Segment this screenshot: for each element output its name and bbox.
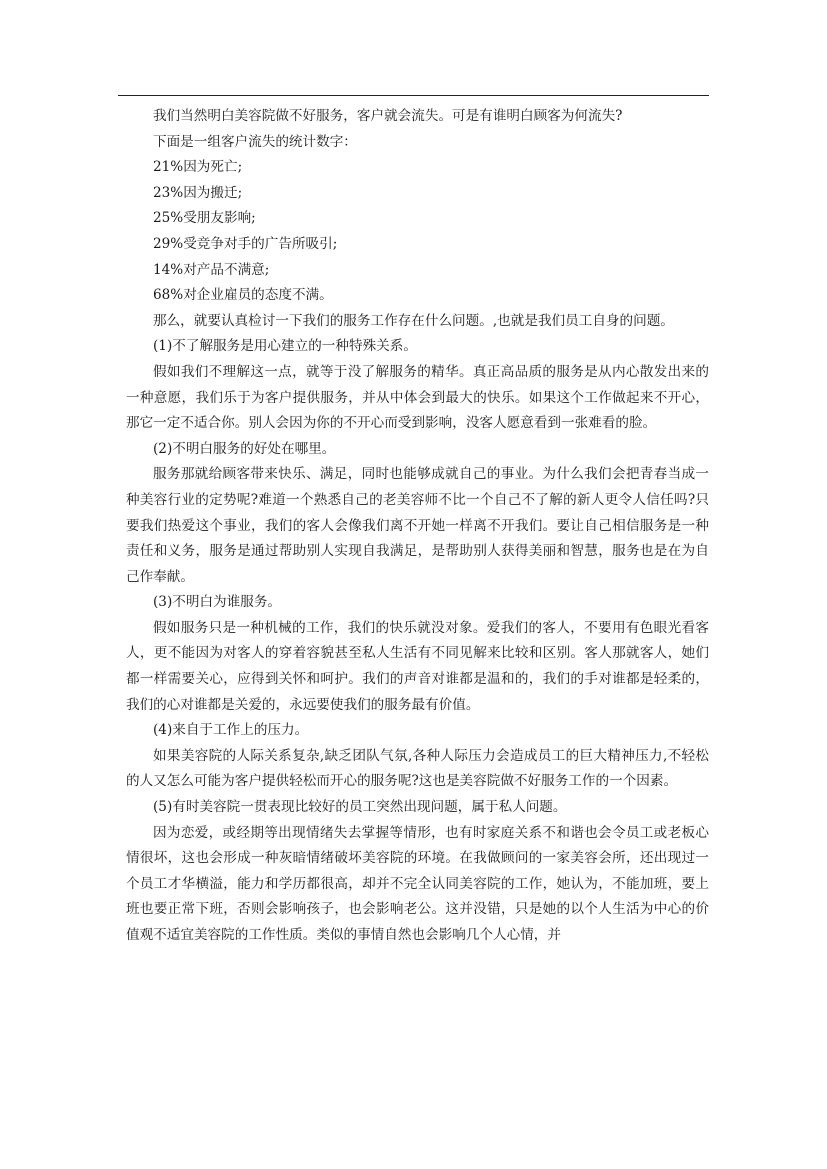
section-heading: (3)不明白为谁服务。: [153, 594, 282, 611]
paragraph: 因为恋爱，或经期等出现情绪失去掌握等情形，也有时家庭关系不和谐也会令员工或老板心情很坏，这也会形成一种灰暗情绪破坏美容院的环境。在我做顾问的一家美容会所，还出现过一个员工才华横溢，能力和学历都很高，却并不完全认同美容院的工作，她认为，不能加班，要上班也要正常下班，否则会影响孩子，也会影响老公。这并没错，只是她的以个人生活为中心的价值观不适宜美容院的工作性质。类似的事情自然也会影响几个人心情，并: [126, 824, 709, 943]
paragraph: 我们当然明白美容院做不好服务，客户就会流失。可是有谁明白顾客为何流失?: [153, 108, 623, 124]
section-heading: (4)来自于工作上的压力。: [153, 722, 309, 739]
paragraph: 下面是一组客户流失的统计数字：: [153, 133, 357, 150]
list-item: 68%对企业雇员的态度不满。: [153, 287, 333, 304]
list-item: 29%受竞争对手的广告所吸引;: [153, 235, 338, 252]
list-item: 14%对产品不满意;: [153, 261, 270, 278]
paragraph: 如果美容院的人际关系复杂,缺乏团队气氛,各种人际压力会造成员工的巨大精神压力,不轻松的人又怎么可能为客户提供轻松而开心的服务呢?这也是美容院做不好服务工作的一个因素。: [126, 747, 709, 790]
paragraph: 那么，就要认真检讨一下我们的服务工作存在什么问题。,也就是我们员工自身的问题。: [153, 312, 674, 329]
list-item: 25%受朋友影响;: [153, 210, 256, 227]
paragraph: 假如我们不理解这一点，就等于没了解服务的精华。真正高品质的服务是从内心散发出来的一种意愿，我们乐于为客户提供服务，并从中体会到最大的快乐。如果这个工作做起来不开心，那它一定不适合你。别人会因为你的不开心而受到影响，没客人愿意看到一张难看的脸。: [126, 363, 709, 432]
list-item: 21%因为死亡;: [153, 159, 243, 176]
paragraph: 假如服务只是一种机械的工作，我们的快乐就没对象。爱我们的客人，不要用有色眼光看客人，更不能因为对客人的穿着容貌甚至私人生活有不同见解来比较和区别。客人那就客人，她们都一样需要关心，应得到关怀和呵护。我们的声音对谁都是温和的，我们的手对谁都是轻柔的，我们的心对谁都是关爱的，永远要使我们的服务最有价值。: [126, 619, 709, 713]
document-body: [126, 104, 709, 949]
section-heading: (1)不了解服务是用心建立的一种特殊关系。: [153, 338, 417, 355]
section-heading: (5)有时美容院一贯表现比较好的员工突然出现问题，属于私人问题。: [153, 799, 567, 816]
section-heading: (2)不明白服务的好处在哪里。: [153, 440, 336, 457]
paragraph: 服务那就给顾客带来快乐、满足，同时也能够成就自己的事业。为什么我们会把青春当成一种美容行业的定势呢?难道一个熟悉自己的老美容师不比一个自己不了解的新人更令人信任吗?只要我们热爱这个事业，我们的客人会像我们离不开她一样离不开我们。要让自己相信服务是一种责任和义务，服务是通过帮助别人实现自我满足，是帮助别人获得美丽和智慧，服务也是在为自己作奉献。: [126, 466, 709, 585]
list-item: 23%因为搬迁;: [153, 184, 243, 201]
header-rule: [118, 95, 709, 96]
